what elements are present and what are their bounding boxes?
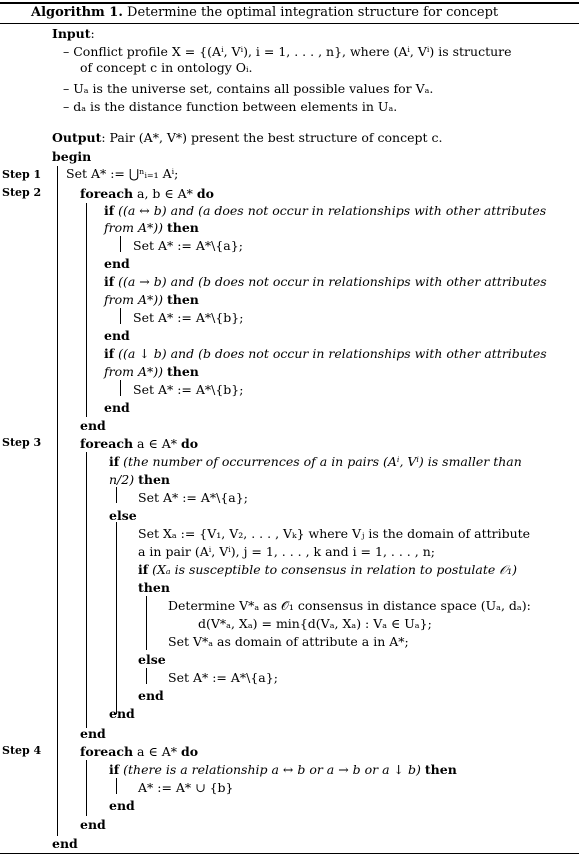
if-4-cont: n/2) then — [109, 472, 170, 487]
if-3: if ((a ↓ b) and (b does not occur in relationships with other attributes — [104, 346, 547, 361]
block-line-else — [116, 522, 117, 714]
if-1: if ((a ↔ b) and (a does not occur in relationships with other attributes — [104, 203, 547, 218]
foreach-3: foreach a ∈ A* do — [80, 744, 199, 759]
input-label: Input — [52, 26, 91, 41]
input-item-1-cont: of concept c in ontology Oᵢ. — [80, 60, 253, 75]
end-foreach-3: end — [80, 817, 106, 832]
block-line-then-5 — [146, 596, 147, 650]
foreach-2: foreach a ∈ A* do — [80, 436, 199, 451]
block-line-then-4 — [116, 487, 117, 503]
else-1: else — [109, 508, 137, 523]
set-remove-b-2: Set A* := A*\{b}; — [133, 382, 244, 397]
if-2-cont: from A*)) then — [104, 292, 199, 307]
step-label-4: Step 4 — [2, 744, 42, 757]
end-foreach-1: end — [80, 418, 106, 433]
end-if-6: end — [109, 798, 135, 813]
set-remove-b-1: Set A* := A*\{b}; — [133, 310, 244, 325]
if-4: if (the number of occurrences of a in pairs (Aⁱ, Vⁱ) is smaller than — [109, 454, 522, 469]
end-if-5: end — [138, 688, 164, 703]
caption-rule — [0, 23, 579, 24]
set-x-2: a in pair (Aⁱ, Vⁱ), j = 1, . . . , k and i = 1, . . . , n; — [138, 544, 435, 559]
if-5: if (Xₐ is susceptible to consensus in relation to postulate 𝒪₁) — [138, 562, 518, 577]
block-line-main — [57, 166, 58, 836]
block-line-foreach-1 — [86, 203, 87, 417]
output-label: Output — [52, 130, 102, 145]
then-5: then — [138, 580, 170, 595]
block-line-foreach-2 — [86, 452, 87, 728]
end-if-4: end — [109, 706, 135, 721]
if-3-cont: from A*)) then — [104, 364, 199, 379]
end-if-3: end — [104, 400, 130, 415]
determine-2: d(V*ₐ, Xₐ) = min{d(Vₐ, Xₐ) : Vₐ ∈ Uₐ}; — [198, 616, 432, 631]
block-line-else-2 — [146, 668, 147, 684]
foreach-vars: a, b ∈ A* — [133, 186, 197, 201]
caption-label: Algorithm 1. — [31, 5, 123, 20]
step1-statement: Set A* := ⋃ⁿᵢ₌₁ Aⁱ; — [66, 166, 179, 181]
algorithm-caption — [31, 5, 498, 20]
set-x-1: Set Xₐ := {V₁, V₂, . . . , Vₖ} where Vⱼ is the domain of attribute — [138, 526, 531, 541]
foreach-1 — [80, 186, 214, 201]
if-6: if (there is a relationship a ↔ b or a → b or a ↓ b) then — [109, 762, 457, 777]
bottom-rule — [0, 853, 579, 854]
determine-1: Determine V*ₐ as 𝒪₁ consensus in distance space (Uₐ, dₐ): — [168, 598, 531, 613]
input-item-2: – Uₐ is the universe set, contains all possible values for Vₐ. — [63, 81, 434, 96]
caption-text: Determine the optimal integration structure for concept — [127, 5, 499, 20]
block-line-foreach-3 — [86, 760, 87, 816]
step-label-2: Step 2 — [2, 186, 42, 199]
input-item-1: – Conflict profile X = {(Aⁱ, Vⁱ), i = 1, . . . , n}, where (Aⁱ, Vⁱ) is structure — [63, 44, 512, 59]
if-2: if ((a → b) and (b does not occur in relationships with other attributes — [104, 274, 547, 289]
begin-keyword: begin — [52, 149, 92, 164]
set-remove-a-1: Set A* := A*\{a}; — [133, 238, 243, 253]
block-line-then-2 — [120, 308, 121, 324]
block-line-then-3 — [120, 380, 121, 396]
step-label-1: Step 1 — [2, 168, 42, 181]
input-heading: Input: — [52, 26, 95, 41]
end-algorithm: end — [52, 836, 78, 851]
end-if-1: end — [104, 256, 130, 271]
end-if-2: end — [104, 328, 130, 343]
output-text: : Pair (A*, V*) present the best structure of concept c. — [101, 130, 443, 145]
step-label-3: Step 3 — [2, 436, 42, 449]
set-remove-a-2: Set A* := A*\{a}; — [138, 490, 248, 505]
set-v: Set V*ₐ as domain of attribute a in A*; — [168, 634, 409, 649]
output-line — [52, 130, 442, 145]
block-line-then-1 — [120, 236, 121, 252]
block-line-then-6 — [116, 778, 117, 794]
input-item-3: – dₐ is the distance function between elements in Uₐ. — [63, 99, 398, 114]
top-rule — [0, 2, 579, 4]
set-remove-a-3: Set A* := A*\{a}; — [168, 670, 278, 685]
if-1-cont: from A*)) then — [104, 220, 199, 235]
end-foreach-2: end — [80, 726, 106, 741]
else-2: else — [138, 652, 166, 667]
union-statement: A* := A* ∪ {b} — [138, 780, 234, 795]
foreach-keyword: foreach — [80, 186, 134, 201]
do-keyword: do — [196, 186, 214, 201]
